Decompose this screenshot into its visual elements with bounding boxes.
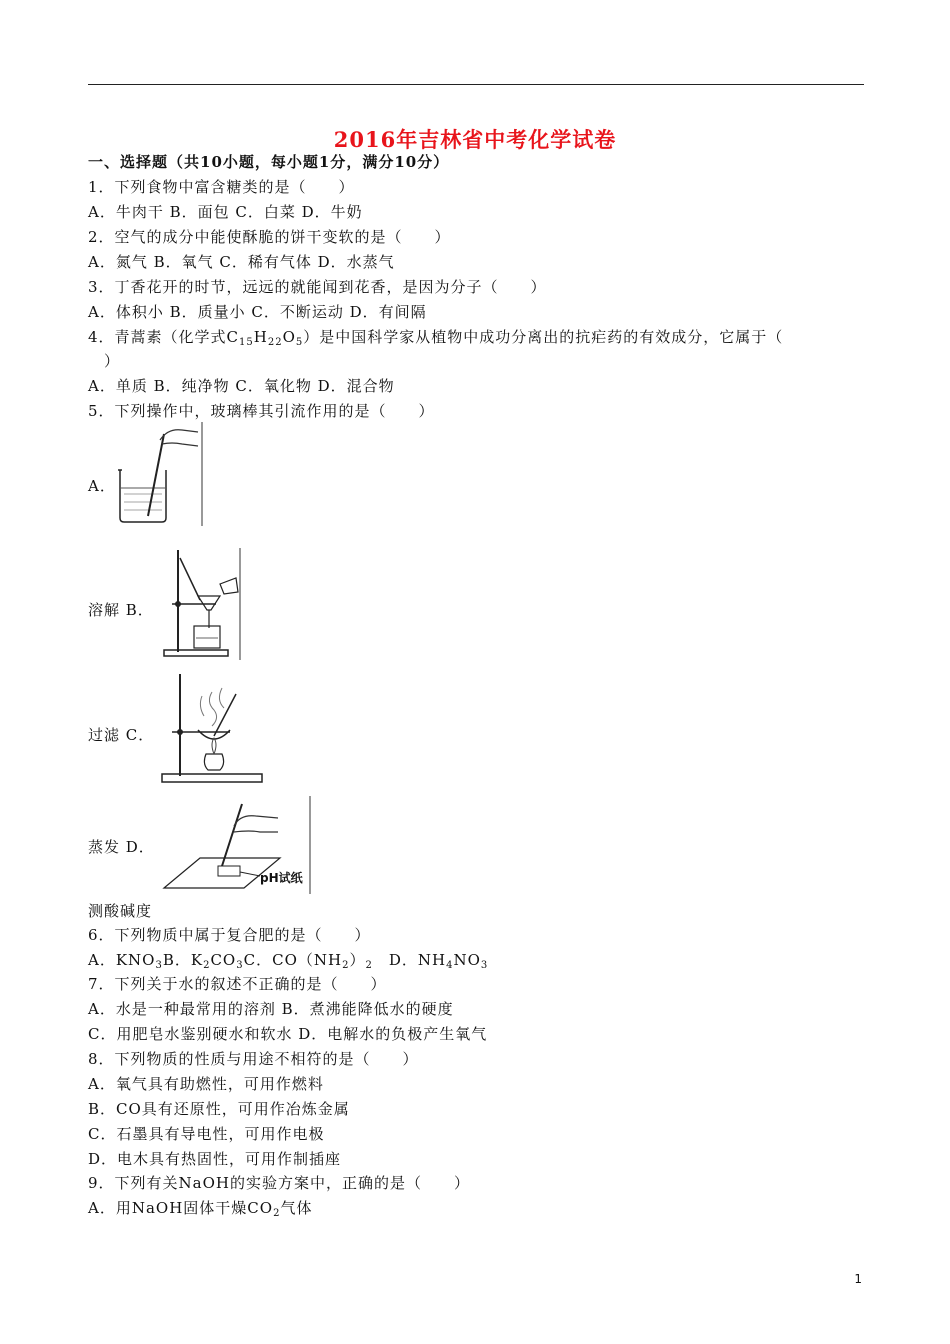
q7-options-1: A．水是一种最常用的溶剂 B．煮沸能降低水的硬度 — [88, 1000, 454, 1018]
q9-option-a: A．用NaOH固体干燥$CO_2$气体 — [88, 1199, 313, 1219]
q5-label-a: A． — [88, 477, 116, 495]
q8-option-d: D．电木具有热固性，可用作制插座 — [88, 1150, 342, 1168]
q5-label-b: 溶解 B． — [88, 601, 154, 619]
section-heading: 一、选择题（共10小题，每小题1分，满分10分） — [88, 153, 450, 171]
figure-stirring — [112, 422, 204, 526]
q6-stem: 6．下列物质中属于复合肥的是（ ） — [88, 926, 371, 944]
q8-option-a: A．氧气具有助燃性，可用作燃料 — [88, 1075, 324, 1093]
figure-filtration — [158, 548, 244, 660]
q7-options-2: C．用肥皂水鉴别硬水和软水 D．电解水的负极产生氧气 — [88, 1025, 488, 1043]
header-rule — [88, 84, 864, 85]
page-title: 2016年吉林省中考化学试卷 — [333, 127, 617, 152]
page-number: 1 — [854, 1272, 862, 1286]
q9-stem: 9．下列有关NaOH的实验方案中，正确的是（ ） — [88, 1174, 470, 1192]
q5-label-d: 蒸发 D． — [88, 838, 155, 856]
q3-options: A．体积小 B．质量小 C．不断运动 D．有间隔 — [88, 303, 427, 321]
ph-paper-label: pH试纸 — [260, 871, 303, 885]
q2-options: A．氮气 B．氧气 C．稀有气体 D．水蒸气 — [88, 253, 395, 271]
q8-option-c: C．石墨具有导电性，可用作电极 — [88, 1125, 325, 1143]
q2-stem: 2．空气的成分中能使酥脆的饼干变软的是（ ） — [88, 228, 451, 246]
q5-stem: 5．下列操作中，玻璃棒其引流作用的是（ ） — [88, 402, 435, 420]
q8-option-b: B．CO具有还原性，可用作冶炼金属 — [88, 1100, 350, 1118]
figure-ph-paper — [160, 796, 314, 894]
q4-options: A．单质 B．纯净物 C．氧化物 D．混合物 — [88, 377, 395, 395]
q6-options: A．$KNO_3B$．$K_2CO_3C$．$CO(NH_2)_2$ D．$NH_4NO_3$ — [88, 951, 489, 971]
q1-options: A．牛肉干 B．面包 C．白菜 D．牛奶 — [88, 203, 363, 221]
q5-after-d: 测酸碱度 — [88, 902, 153, 920]
q1-stem: 1．下列食物中富含糖类的是（ ） — [88, 178, 355, 196]
q3-stem: 3．丁香花开的时节，远远的就能闻到花香，是因为分子（ ） — [88, 278, 547, 296]
q4-stem-cont: ） — [88, 352, 121, 370]
q8-stem: 8．下列物质的性质与用途不相符的是（ ） — [88, 1050, 419, 1068]
q5-label-c: 过滤 C． — [88, 726, 155, 744]
q4-stem: 4．青蒿素（化学式$C_{15}H_{22}O_5$）是中国科学家从植物中成功分离出的抗疟药的有效成分，它属于（ — [88, 328, 784, 348]
figure-evaporation — [158, 672, 266, 784]
q7-stem: 7．下列关于水的叙述不正确的是（ ） — [88, 975, 387, 993]
